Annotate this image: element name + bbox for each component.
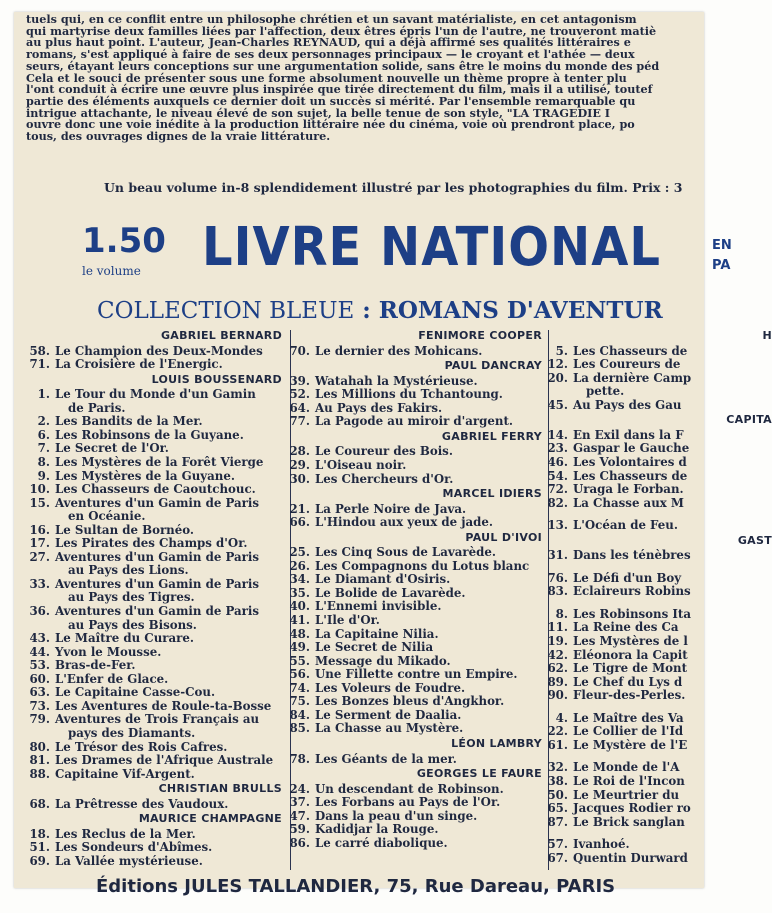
book-title: Le Tigre de Mont <box>573 661 688 676</box>
book-title: Eclaireurs Robins <box>573 584 691 599</box>
book-title: Dans la peau d'un singe. <box>315 808 478 823</box>
book-number: 28. <box>289 444 310 459</box>
book-title: L'Océan de Feu. <box>573 518 678 533</box>
book-number: 30. <box>289 471 310 486</box>
book-title: Les Chercheurs d'Or. <box>315 471 454 486</box>
book-number: 74. <box>289 680 310 695</box>
author-heading: CHRISTIAN BRULLS <box>158 782 282 796</box>
book-number: 72. <box>547 482 568 497</box>
book-number: 11. <box>547 620 568 635</box>
book-number: 4. <box>555 710 568 725</box>
book-title: Le Collier de l'Id <box>573 724 684 739</box>
book-title: pette. <box>586 384 625 399</box>
book-title: L'Hindou aux yeux de jade. <box>315 515 493 530</box>
book-number: 44. <box>29 644 50 659</box>
catalog-page <box>14 12 772 897</box>
book-number: 27. <box>29 549 50 564</box>
book-title: Les Cinq Sous de Lavarède. <box>315 545 496 560</box>
book-title: Les Robinsons Ita <box>573 606 691 621</box>
book-title: Le Roi de l'Incon <box>573 773 685 788</box>
book-number: 75. <box>289 694 310 709</box>
book-number: 21. <box>289 501 310 516</box>
book-number: 68. <box>29 796 50 811</box>
author-heading: PAUL DANCRAY <box>444 359 542 373</box>
book-title: pays des Diamants. <box>68 725 196 740</box>
book-title: Aventures d'un Gamin de Paris <box>55 549 259 564</box>
book-title: Le Maître des Va <box>573 710 684 725</box>
book-title: Le Défi d'un Boy <box>573 570 682 585</box>
book-number: 58. <box>29 343 50 358</box>
intro-line: l'ont conduit à écrire une œuvre plus inspirée que tirée directement du film, mais il a utilisé, toutef <box>26 82 653 97</box>
intro-line: qui martyrise deux familles liées par l'affection, deux êtres épris l'un de l'autre, ne trouveront matiè <box>26 23 657 38</box>
author-heading: MARCEL IDIERS <box>442 487 542 501</box>
book-number: 35. <box>289 585 310 600</box>
book-title: Aventures d'un Gamin de Paris <box>55 495 259 510</box>
book-title: La Prêtresse des Vaudoux. <box>55 796 229 811</box>
book-title: L'Ile d'Or. <box>315 613 380 627</box>
book-number: 79. <box>29 712 50 727</box>
book-number: 51. <box>29 840 50 855</box>
book-number: 36. <box>29 604 50 618</box>
book-title: Le Coureur des Bois. <box>315 444 453 459</box>
book-title: La Chasse au Mystère. <box>315 721 464 736</box>
book-title: Dans les ténèbres <box>573 548 691 563</box>
book-number: 67. <box>547 850 568 865</box>
book-number: 41. <box>289 613 310 627</box>
book-title: Les Pirates des Champs d'Or. <box>55 536 248 551</box>
book-number: 64. <box>289 400 310 415</box>
book-number: 32. <box>547 760 568 775</box>
book-number: 82. <box>547 495 568 510</box>
author-heading: GAST <box>737 533 772 547</box>
book-title: Le Maître du Curare. <box>55 631 194 646</box>
book-number: 45. <box>547 397 568 412</box>
book-number: 10. <box>29 482 50 497</box>
book-title: Les Chasseurs de Caoutchouc. <box>55 482 256 497</box>
intro-line: romans, s'est appliqué à faire de ses deux personnages principaux — le croyant et l'athée — deux <box>26 47 635 62</box>
author-heading: GEORGES LE FAURE <box>416 767 542 781</box>
book-title: Les Mystères de l <box>573 634 688 648</box>
book-number: 84. <box>289 707 310 722</box>
brand-side-text-1: EN <box>712 238 732 253</box>
book-title: Watahah la Mystérieuse. <box>315 373 478 388</box>
book-number: 89. <box>547 674 568 689</box>
brand-title: LIVRE NATIONAL <box>202 215 661 279</box>
book-title: La Vallée mystérieuse. <box>55 853 203 868</box>
book-number: 23. <box>547 441 568 456</box>
book-title: Le Monde de l'A <box>573 760 680 775</box>
book-title: La dernière Camp <box>573 370 692 385</box>
book-title: La Chasse aux M <box>573 495 684 510</box>
book-number: 15. <box>29 495 50 510</box>
book-number: 59. <box>289 822 310 837</box>
book-title: Un descendant de Robinson. <box>315 781 504 796</box>
book-title: Le Diamant d'Osiris. <box>315 572 451 587</box>
book-number: 83. <box>547 584 568 599</box>
book-number: 76. <box>547 570 568 585</box>
book-title: de Paris. <box>68 400 126 415</box>
book-title: Les Millions du Tchantoung. <box>315 387 503 402</box>
book-title: Ivanhoé. <box>573 837 630 852</box>
book-title: En Exil dans la F <box>573 427 684 442</box>
book-title: Les Robinsons de la Guyane. <box>55 427 244 442</box>
price: 1.50 <box>82 221 166 261</box>
book-number: 88. <box>29 766 50 781</box>
book-title: Le Trésor des Rois Cafres. <box>55 739 228 754</box>
book-title: Les Mystères de la Forêt Vierge <box>55 454 264 469</box>
book-title: Les Voleurs de Foudre. <box>315 680 466 695</box>
book-title: Les Forbans au Pays de l'Or. <box>315 795 501 810</box>
author-heading: FENIMORE COOPER <box>418 329 542 342</box>
book-number: 87. <box>547 814 568 829</box>
book-title: Gaspar le Gauche <box>573 441 690 456</box>
intro-line: ouvre donc une voie inédite à la production littéraire née du cinéma, voie où prendront place, po <box>26 117 635 132</box>
book-number: 40. <box>289 599 310 614</box>
book-number: 19. <box>547 634 568 648</box>
author-heading: CAPITA <box>726 413 772 427</box>
author-heading: PAUL D'IVOI <box>465 530 542 544</box>
book-number: 42. <box>547 647 568 662</box>
volume-line: Un beau volume in-8 splendidement illustré par les photographies du film. Prix : 3 <box>104 180 683 195</box>
book-number: 54. <box>547 468 568 483</box>
book-number: 80. <box>29 739 50 754</box>
book-number: 55. <box>289 653 310 668</box>
book-title: en Océanie. <box>68 509 146 524</box>
book-title: au Pays des Tigres. <box>68 590 195 605</box>
book-title: Les Chasseurs de <box>573 468 688 483</box>
book-title: Quentin Durward <box>573 850 688 865</box>
intro-paragraph <box>26 14 726 143</box>
book-number: 62. <box>547 661 568 676</box>
book-title: Les Chasseurs de <box>573 343 688 358</box>
book-title: Jacques Rodier ro <box>573 801 691 816</box>
book-title: Kadidjar la Rouge. <box>315 822 439 837</box>
book-number: 24. <box>289 781 310 796</box>
intro-line: partie des éléments auxquels ce dernier doit un succès si mérité. Par l'ensemble remarquable qu <box>26 93 636 108</box>
book-number: 14. <box>547 427 568 442</box>
book-number: 20. <box>547 370 568 385</box>
book-number: 6. <box>37 427 50 442</box>
book-title: Les Volontaires d <box>573 454 687 469</box>
intro-line: seurs, étayant leurs conceptions sur une argumentation solide, sans être le moins du monde des péd <box>26 58 660 73</box>
intro-line: au plus haut point. L'auteur, Jean-Charles REYNAUD, qui a déjà affirmé ses qualités littéraires e <box>26 35 631 50</box>
book-number: 16. <box>29 522 50 537</box>
book-title: Le dernier des Mohicans. <box>315 343 483 358</box>
book-number: 33. <box>29 576 50 591</box>
book-title: Le Brick sanglan <box>573 814 685 829</box>
book-title: Au Pays des Gau <box>573 397 682 412</box>
book-title: Message du Mikado. <box>315 653 451 668</box>
book-number: 37. <box>289 795 310 810</box>
book-title: Le Serment de Daalia. <box>315 707 462 722</box>
book-title: La Capitaine Nilia. <box>315 626 439 641</box>
book-title: L'Ennemi invisible. <box>315 599 442 614</box>
book-title: Le Tour du Monde d'un Gamin <box>55 387 256 402</box>
collection-heading <box>97 298 663 324</box>
collection-name: COLLECTION BLEUE <box>97 298 355 324</box>
book-title: Le Secret de l'Or. <box>55 441 169 456</box>
book-title: Une Fillette contre un Empire. <box>315 667 518 682</box>
book-number: 5. <box>555 343 568 358</box>
book-number: 86. <box>289 835 310 850</box>
book-number: 43. <box>29 631 50 646</box>
intro-line: intrigue attachante, le niveau élevé de son sujet, la belle tenue de son style, "LA TRAGEDIE I <box>26 105 611 120</box>
book-title: La Pagode au miroir d'argent. <box>315 414 514 429</box>
book-title: Le Sultan de Bornéo. <box>55 522 195 537</box>
book-title: Au Pays des Fakirs. <box>315 400 443 415</box>
book-number: 12. <box>547 357 568 372</box>
intro-line: tuels qui, en ce conflit entre un philosophe chrétien et un savant matérialiste, en cet antagonism <box>26 12 637 26</box>
book-title: Bras-de-Fer. <box>55 658 136 673</box>
book-number: 90. <box>547 688 568 703</box>
book-number: 53. <box>29 658 50 673</box>
book-number: 71. <box>29 357 50 372</box>
book-title: au Pays des Lions. <box>68 563 189 578</box>
book-title: Le Chef du Lys d <box>573 674 683 689</box>
book-title: La Reine des Ca <box>573 620 679 635</box>
book-title: Le Champion des Deux-Mondes <box>55 343 263 358</box>
book-number: 66. <box>289 515 310 530</box>
book-title: Les Reclus de la Mer. <box>55 826 196 841</box>
book-number: 39. <box>289 373 310 388</box>
book-number: 48. <box>289 626 310 641</box>
book-title: Uraga le Forban. <box>573 482 684 497</box>
book-number: 2. <box>37 414 50 429</box>
book-number: 29. <box>289 457 310 472</box>
book-number: 69. <box>29 853 50 868</box>
intro-line: tous, des ouvrages dignes de la vraie littérature. <box>26 129 331 144</box>
book-number: 85. <box>289 721 310 736</box>
book-number: 73. <box>29 698 50 713</box>
book-title: Les Aventures de Roule-ta-Bosse <box>55 698 272 713</box>
author-heading: H <box>762 329 772 342</box>
book-title: L'Oiseau noir. <box>315 457 407 472</box>
book-number: 49. <box>289 640 310 655</box>
book-title: Le Bolide de Lavarède. <box>315 585 466 600</box>
book-title: Les Mystères de la Guyane. <box>55 468 235 483</box>
intro-line: Cela et le souci de présenter sous une forme absolument nouvelle un thème propre à tenter plu <box>26 70 627 85</box>
collection-genre: ROMANS D'AVENTUR <box>378 297 663 324</box>
book-title: Le carré diabolique. <box>315 835 448 850</box>
book-number: 22. <box>547 724 568 739</box>
book-number: 81. <box>29 753 50 768</box>
book-number: 38. <box>547 773 568 788</box>
book-title: Les Bonzes bleus d'Angkhor. <box>315 694 505 709</box>
book-title: Eléonora la Capit <box>573 647 688 662</box>
book-number: 8. <box>555 606 568 621</box>
book-number: 17. <box>29 536 50 551</box>
book-title: Aventures d'un Gamin de Paris <box>55 576 259 591</box>
book-title: La Croisière de l'Energic. <box>55 357 223 372</box>
book-number: 13. <box>547 518 568 533</box>
book-title: Les Bandits de la Mer. <box>55 414 203 429</box>
publisher-footer: Éditions JULES TALLANDIER, 75, Rue Dareau, PARIS <box>96 876 616 897</box>
book-title: Le Capitaine Casse-Cou. <box>55 685 216 700</box>
book-title: Fleur-des-Perles. <box>573 688 686 703</box>
book-number: 46. <box>547 454 568 469</box>
book-number: 26. <box>289 558 310 573</box>
book-number: 50. <box>547 787 568 802</box>
book-title: La Perle Noire de Java. <box>315 501 467 516</box>
book-title: Le Mystère de l'E <box>573 737 688 752</box>
book-title: Les Coureurs de <box>573 357 681 372</box>
book-number: 56. <box>289 667 310 682</box>
book-number: 63. <box>29 685 50 700</box>
book-number: 61. <box>547 737 568 752</box>
book-title: Aventures de Trois Français au <box>55 712 260 727</box>
book-number: 1. <box>37 387 50 402</box>
book-number: 78. <box>289 751 310 766</box>
price-unit: le volume <box>82 264 141 278</box>
book-number: 7. <box>37 441 50 456</box>
book-number: 9. <box>37 468 50 483</box>
book-title: Les Compagnons du Lotus blanc <box>315 558 530 573</box>
book-number: 70. <box>289 343 310 358</box>
book-number: 34. <box>289 572 310 587</box>
book-number: 18. <box>29 826 50 841</box>
book-number: 31. <box>547 548 568 563</box>
book-title: Le Secret de Nilia <box>315 640 434 655</box>
book-title: Aventures d'un Gamin de Paris <box>55 604 259 618</box>
book-number: 77. <box>289 414 310 429</box>
author-heading: LOUIS BOUSSENARD <box>151 372 282 386</box>
book-title: Le Meurtrier du <box>573 787 680 802</box>
book-title: Capitaine Vif-Argent. <box>55 766 195 781</box>
book-title: Les Sondeurs d'Abîmes. <box>55 840 213 855</box>
author-heading: LÉON LAMBRY <box>451 736 542 750</box>
book-number: 47. <box>289 808 310 823</box>
author-heading: GABRIEL BERNARD <box>160 329 282 342</box>
book-number: 57. <box>547 837 568 852</box>
book-title: Yvon le Mousse. <box>55 644 162 659</box>
book-number: 8. <box>37 454 50 469</box>
book-number: 65. <box>547 801 568 816</box>
author-heading: MAURICE CHAMPAGNE <box>138 812 282 826</box>
brand-side-text-2: PA <box>712 258 731 273</box>
author-heading: GABRIEL FERRY <box>441 429 542 443</box>
book-number: 25. <box>289 545 310 560</box>
book-title: Les Géants de la mer. <box>315 751 457 766</box>
book-title: au Pays des Bisons. <box>68 617 197 632</box>
book-number: 60. <box>29 671 50 686</box>
book-title: L'Enfer de Glace. <box>55 671 169 686</box>
collection-separator: : <box>354 297 379 324</box>
book-number: 52. <box>289 387 310 402</box>
book-title: Les Drames de l'Afrique Australe <box>55 753 274 768</box>
